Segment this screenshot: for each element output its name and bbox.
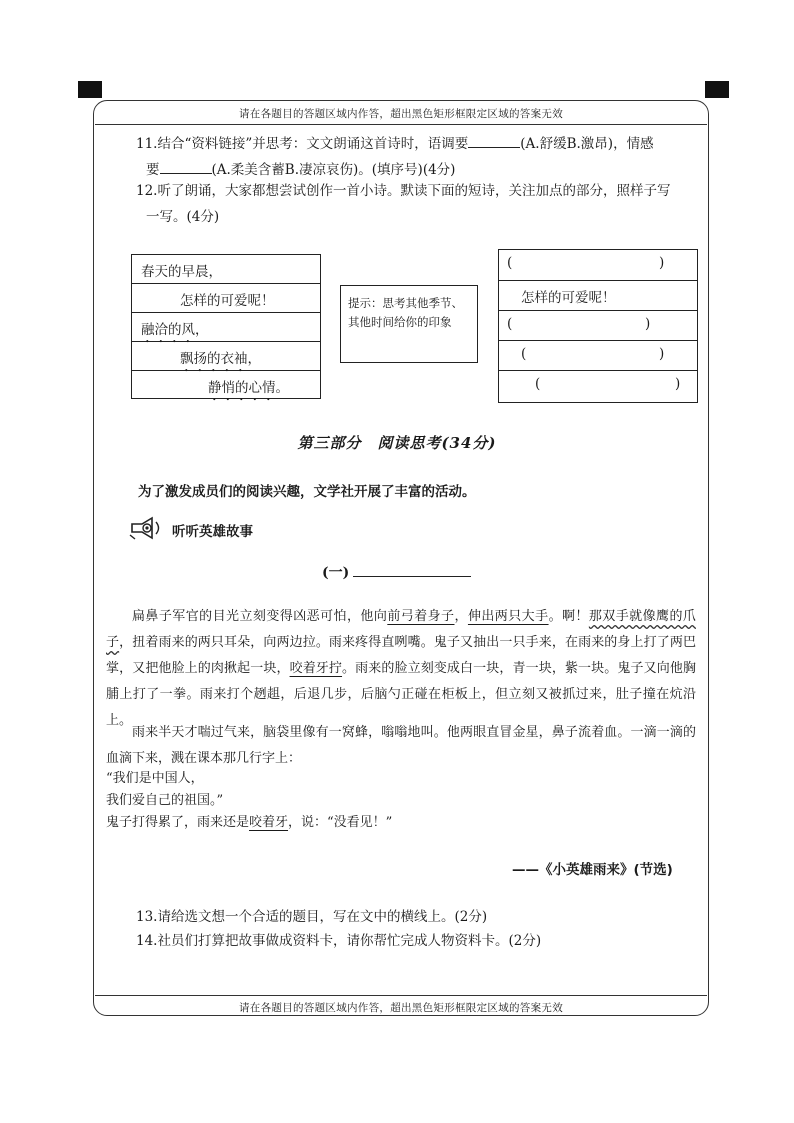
poem-line-1: 春天的早晨， <box>141 264 222 280</box>
activity-heading: 听听英雄故事 <box>172 524 253 540</box>
poem-row <box>132 255 320 284</box>
answer-row[interactable] <box>499 250 697 281</box>
section-title: 第三部分 阅读思考(34分) <box>297 434 497 452</box>
verse-line-1: “我们是中国人， <box>106 771 204 786</box>
p1-underlined: 咬着牙拧 <box>289 661 343 676</box>
p1-text: ， <box>454 609 468 624</box>
paren-open: ( <box>521 346 527 362</box>
q11-text-1: 11.结合“资料链接”并思考：文文朗诵这首诗时，语调要 <box>136 136 469 152</box>
passage-paragraph-1 <box>106 604 696 734</box>
p1-text: ，扭着雨来的两只耳朵，向两边拉。雨来疼得直咧嘴。鬼子又抽出一只手来，在雨来的身上打了两巴掌，又把他脸上的肉揪起一块， <box>106 635 696 676</box>
poem-line-2: 怎样的可爱呢！ <box>180 293 275 309</box>
p1-text: 扁鼻子军官的目光立刻变得凶恶可怕，他向 <box>132 609 388 624</box>
paren-open: ( <box>507 255 513 271</box>
q11-text-4: (A.柔美含蓄B.凄凉哀伤)。(填序号)(4分) <box>211 162 456 178</box>
p1-wavy: 那双手就像鹰的爪子 <box>106 609 696 650</box>
example-poem-box <box>131 254 321 399</box>
poem-row <box>132 313 320 342</box>
header-divider <box>95 124 707 125</box>
p1-underlined: 伸出两只大手 <box>467 609 549 624</box>
passage-paragraph-2: 雨来半天才喘过气来，脑袋里像有一窝蜂，嗡嗡地叫。他两眼直冒金星，鼻子流着血。一滴一滴的血滴下来，溅在课本那几行字上： <box>106 725 696 766</box>
section-intro: 为了激发成员们的阅读兴趣，文学社开展了丰富的活动。 <box>138 484 476 500</box>
poem-line-3: 融洽的风， <box>141 322 209 338</box>
question-13: 13.请给选文想一个合适的题目，写在文中的横线上。(2分) <box>136 909 488 925</box>
passage-title-blank[interactable] <box>353 562 471 577</box>
header-notice: 请在各题目的答题区域内作答，超出黑色矩形框限定区域的答案无效 <box>239 108 563 120</box>
poem-row <box>132 284 320 313</box>
answer-poem-box <box>498 249 698 403</box>
registration-mark-left <box>78 81 102 98</box>
hint-box: 提示：思考其他季节、其他时间给你的印象 <box>340 285 478 363</box>
poem-line-4: 飘扬的衣袖， <box>180 351 261 367</box>
q11-blank-1[interactable] <box>468 133 520 148</box>
paren-open: ( <box>507 316 513 332</box>
paren-close: ) <box>659 255 665 271</box>
p3-underlined: 咬着牙 <box>249 815 289 830</box>
question-14: 14.社员们打算把故事做成资料卡，请你帮忙完成人物资料卡。(2分) <box>136 933 542 949</box>
p3-text: 鬼子打得累了，雨来还是 <box>106 815 250 830</box>
p3-text: ，说：“没看见！” <box>288 815 393 830</box>
p1-underlined: 前弓着身子 <box>387 609 455 624</box>
paren-close: ) <box>659 346 665 362</box>
footer-notice: 请在各题目的答题区域内作答，超出黑色矩形框限定区域的答案无效 <box>239 1002 563 1014</box>
question-11 <box>136 131 654 183</box>
footer-divider <box>95 995 707 996</box>
answer-row[interactable] <box>499 341 697 371</box>
verse-line-2: 我们爱自己的祖国。” <box>106 793 224 808</box>
paren-open: ( <box>535 376 541 392</box>
answer-line-2: 怎样的可爱呢！ <box>521 290 616 306</box>
q11-text-3: 要 <box>146 162 160 178</box>
paren-close: ) <box>645 316 651 332</box>
q12-text-1: 12.听了朗诵，大家都想尝试创作一首小诗。默读下面的短诗，关注加点的部分，照样子写 <box>136 183 671 199</box>
p1-text: 。啊！ <box>548 609 589 624</box>
registration-mark-right <box>705 81 729 98</box>
q11-text-2: (A.舒缓B.激昂)，情感 <box>520 136 654 152</box>
p1-text: 。雨来的脸立刻变成白一块，青一块，紫一块。鬼子又向他胸脯上打了一拳。雨来打个趔趄，后退几步，后脑勺正碰在柜板上，但立刻又被抓过来，肚子撞在炕沿上。 <box>106 661 696 728</box>
q12-text-2: 一写。(4分) <box>146 209 220 225</box>
poem-line-5: 静悄的心情。 <box>208 380 289 396</box>
answer-area-frame <box>93 100 709 1016</box>
passage-title <box>322 562 471 582</box>
passage-label: (一) <box>322 565 350 581</box>
question-12 <box>136 178 670 230</box>
answer-row[interactable] <box>499 371 697 402</box>
megaphone-icon <box>128 515 168 545</box>
passage-source: ——《小英雄雨来》(节选) <box>512 862 673 878</box>
passage-paragraph-3 <box>106 810 392 836</box>
q11-blank-2[interactable] <box>160 159 212 174</box>
paren-close: ) <box>675 376 681 392</box>
poem-row <box>132 371 320 400</box>
answer-row[interactable] <box>499 311 697 341</box>
poem-row <box>132 342 320 371</box>
answer-row <box>499 281 697 311</box>
